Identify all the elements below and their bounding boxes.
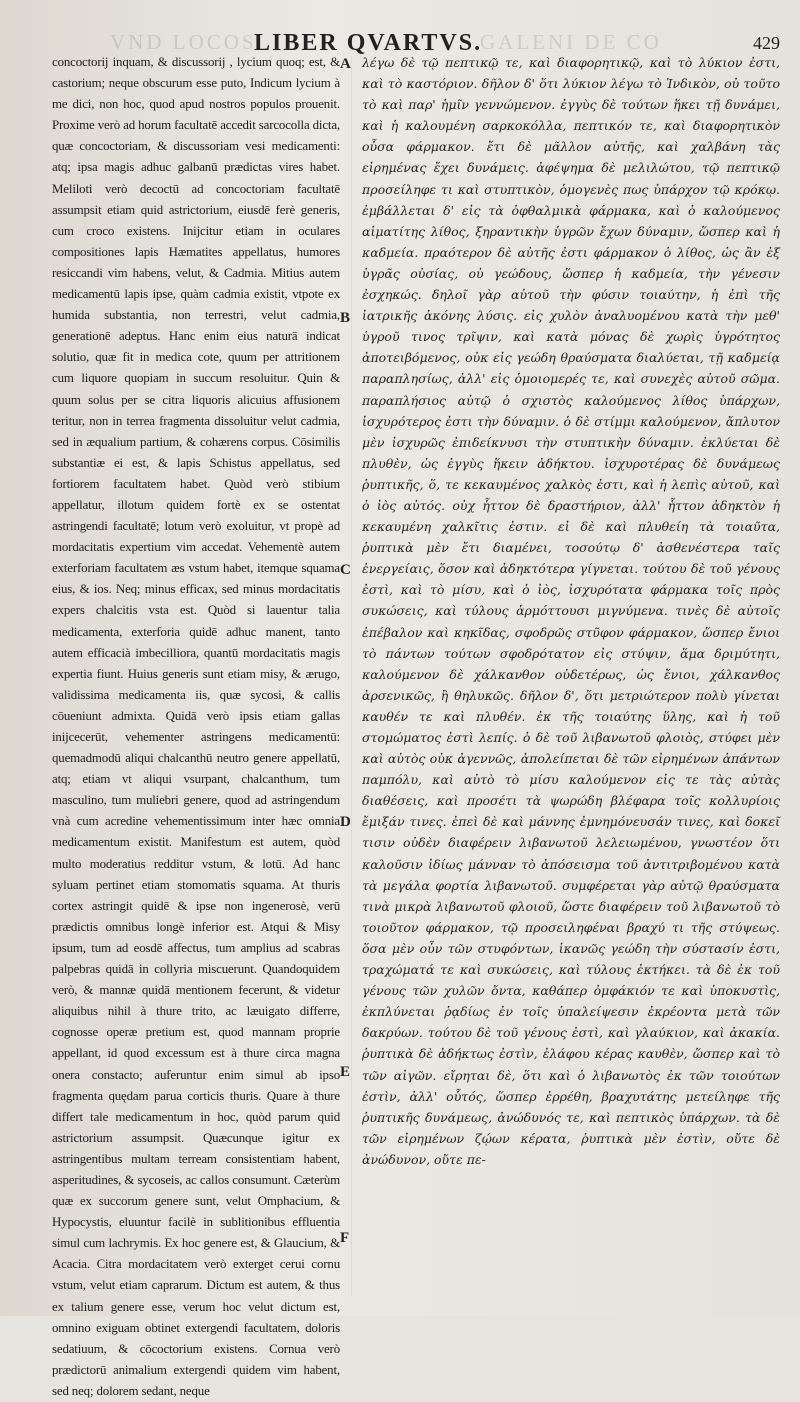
running-title: LIBER QVARTVS. — [254, 30, 483, 56]
margin-letter-c: C — [340, 562, 351, 578]
greek-paragraph: λέγω δὲ τῷ πεπτικῷ τε, καὶ διαφορητικῷ, καὶ τὸ λύκιον ἐστι, καὶ τὸ καστόριον. δῆλον δ' ὅτι λύκιον λέγω τὸ Ἰνδικὸν, οὐ τοῦτο τὸ καὶ παρ' ἡμῖν γεννώμενον. ἐγγὺς δὲ τούτων ἥκει τῇ δυνάμει, καὶ ἡ καλουμένη σαρκοκόλλα, πεπτικόν τε, καὶ διαφορητικὸν οὖσα φάρμακον. ἔτι δὲ μᾶλλον αὐτῆς, καὶ χαλβάνη τὰς εἰρημένας ἔχει δυνάμεις. ἀφέψημα δὲ μελιλώτου, τῷ πεπτικῷ προσείληφε τι καὶ στυπτικὸν, ὁμογενὲς πως ὑπάρχον τῷ κρόκῳ. ἐμβάλλεται δ' εἰς τὰ ὀφθαλμικὰ φάρμακα, καὶ ὁ καλούμενος αἱματίτης λίθος, ξηραντικὴν ὑγρῶν ἔχων δύναμιν, ὥσπερ καὶ ἡ καδμεία. πραότερον δὲ αὐτῆς ἐστι φάρμακον ὁ λίθος, ὡς ἂν ἐξ ὑγρᾶς οὐσίας, οὐ γεώδους, ὥσπερ ἡ καδμεία, τὴν γένεσιν ἐσχηκώς. δηλοῖ γὰρ αὐτοῦ τὴν φύσιν τοιαύτην, ἡ ἐπὶ τῆς ἰατρικῆς ἀκόνης λύσις. εἰς χυλὸν ἀναλυομένου κατὰ τὴν μεθ' ὑγροῦ τινος τρῖψιν, καὶ κατὰ μόνας δὲ χωρὶς ὑγρότητος ἀποτειβόμενος, οὐκ εἰς γεώδη θραύσματα διαλύεται, τῇ καδμείᾳ παραπλησίως, ἀλλ' εἰς ὁμοιομερές τε, καὶ συνεχὲς αὐτοῦ σῶμα. παραπλήσιος αὐτῷ ὁ σχιστὸς καλούμενος λίθος ὑπάρχων, ἰσχυρότερος ἐστι τὴν δύναμιν. ὁ δὲ στίμμι καλούμενον, ἄπλυτον μὲν ἰσχυρῶς ἐπιδείκνυσι τὴν στυπτικὴν δύναμιν. ἐκλύεται δὲ πλυθὲν, ὡς ἐγγὺς ἥκειν ἀδήκτου. ἰσχυροτέρας δὲ δυνάμεως ῥυπτικῆς, ὅ, τε κεκαυμένος χαλκὸς ἐστι, καὶ ἡ λεπὶς αὐτοῦ, καὶ ὁ ἰὸς αὐτός. οὐχ ἧττον δὲ δραστήριον, ἀλλ' ἧττον ἀδηκτὸν ἡ κεκαυμένη χαλκῖτις ἐστιν. εἰ δὲ καὶ πλυθείη τὰ τοιαῦτα, ῥυπτικὰ μὲν ἔτι διαμένει, τοσούτῳ δ' ἀσθενέστερα ταῖς ἐνεργείαις, ὅσον καὶ ἀδηκτότερα γίγνεται. τούτου δὲ τοῦ γένους ἐστὶ, καὶ τὸ μίσυ, καὶ ὁ ἰὸς, ἰσχυρότατα φάρμακα τοῖς πρὸς συκώσεις, καὶ τύλους ἁρμόττουσι μιγνύμενα. τινὲς δὲ αὐτοῖς ἐπέβαλον καὶ κηκῖδας, σφοδρῶς στῦφον φάρμακον, ὥσπερ ἔνιοι τὸ πάντων τούτων σφοδρότατον εἰς στύψιν, ἅμα δριμύτητι, καλούμενον δὲ χάλκανθον οὐδετέρως, ὡς ἔνιοι, χάλκανθος ἀρσενικῶς, ἢ θηλυκῶς. δῆλον δ', ὅτι μετριώτερον πολὺ γίνεται καυθέν τε καὶ πλυθέν. ἐκ τῆς τοιαύτης ὕλης, καὶ ἡ τοῦ στομώματος ἐστὶ λεπίς. ὁ δὲ τοῦ λιβανωτοῦ φλοιὸς, στύφει μὲν καὶ αὐτὸς οὐκ ἀγεννῶς, ἀπολείπεται δὲ τῶν εἰρημένων ἁπάντων παμπόλυ, καὶ αὐτὸ τὸ μίσυ καλούμενον εἰς τε τὰς αὐτὰς διαθέσεις, καὶ προσέτι τὰ ψωρώδη βλέφαρα τοῖς κολλυρίοις ἔμιξάν τινες. ἐπεὶ δὲ καὶ μάννης ἐμνημόνευσάν τινες, καὶ δοκεῖ τισιν οὐδὲν διαφέρειν λιβανωτοῦ λελειωμένου, γνωστέον ὅτι καλοῦσιν ἰδίως μάνναν τὸ ἀπόσεισμα τοῦ ἀντιτριβομένου κατὰ τὰ μεγάλα φορτία λιβανωτοῦ. συμφέρεται γὰρ αὐτῷ θραύσματα τινὰ μικρὰ λιβανωτοῦ φλοιοῦ, ὥστε διαφέρειν τοῦ λιβανωτοῦ τὸ τοιοῦτον φάρμακον, τῷ προσειληφέναι βραχύ τι τῆς στύψεως. ὅσα μὲν οὖν τῶν στυφόντων, ἱκανῶς γεώδη τὴν σύστασίν ἐστι, τραχώματά τε καὶ συκώσεις, καὶ τύλους ἐκτήκει. τὰ δὲ ἐκ τοῦ γένους τῶν χυλῶν ὄντα, καθάπερ ὀμφάκιόν τε καὶ ὑποκυστὶς, ἐκπλύνεται ῥᾳδίως ἐν τοῖς ὑπαλείψεσιν ἐκρέοντα μετὰ τῶν δακρύων. τούτου δὲ τοῦ γένους ἐστὶ, καὶ γλαύκιον, καὶ ἀκακία. ῥυπτικὰ δὲ ἀδήκτως ἐστὶν, ἐλάφου κέρας καυθὲν, ὥσπερ καὶ τὸ τῶν αἰγῶν. εἴρηται δὲ, ὅτι καὶ ὁ λιβανωτὸς ἐκ τῶν τοιούτων ἐστὶν, ἀλλ' οὗτός, ὥσπερ ἐρρέθη, βραχυτάτης μετείληφε τῆς ῥυπτικῆς δυνάμεως, ἀνώδυνός τε, καὶ πεπτικὸς ὑπάρχων. τὰ δὲ τῶν εἰρημένων ζῴων κέρατα, ῥυπτικὰ μὲν ἐστὶν, οὔτε δὲ ἀνώδυνον, οὔτε πε- — [362, 55, 780, 1167]
latin-column — [52, 52, 340, 1402]
margin-letter-f: F — [340, 1230, 350, 1246]
page-number: 429 — [753, 33, 780, 53]
column-gutter — [351, 56, 352, 1296]
latin-paragraph: concoctorij inquam, & discussorij , lycium quoq; est, & castorium; neque obscurum esse puto, Indicum lycium à me dici, non hoc, quod apud nostros populos prouenit. Proxime verò ad horum facultatē accedit sarcocolla dicta, quæ concoctoriam, & discussoriam vesi medicamenti: atq; ipsa magis adhuc galbanū prædictas vires habet. Meliloti verò decoctū ad concoctoriam facultatē assumpsit etiam quid astrictorium, eiusdē ferè generis, cum croco existens. Inijcitur etiam in oculares compositiones lapis Hæmatites appellatus, humores resiccandi vim habens, velut, & Cadmia. Mitius autem medicamentū lapis ipse, quàm cadmia existit, vtpote ex humida substantia, non terrestri, velut cadmia, generationē adeptus. Hanc enim eius naturā indicat solutio, quæ fit in medica cote, quum per attritionem cum liquore quopiam in succum resoluitur. Quin & quum solus per se citra liquoris alicuius affusionem teritur, non in terrea fragmenta dissoluitur velut cadmia, sed in æqualium partium, & cohærens corpus. Cōsimilis substantiæ ei est, & lapis Schistus appellatus, sed fortiorem facultatem habet. Quòd verò stibium appellatur, illotum quidem fortè ex se ostentat astringendi facultatē; lotum verò exoluitur, vt propè ad mordacitatis expertium vim accedat. Vehementè autem exterforiam facultatem æs vstum habet, itemque squama eius, & ios. Neq; minus efficax, sed minus mordacitatis expers chalcitis vsta est. Quòd si lauentur talia medicamenta, exterforia quidē adhuc manent, tanto autem efficacià imbecilliora, quantū mordacitatis magis expertia fiunt. Huius generis sunt etiam misy, & ærugo, validissima medicamenta iis, quæ sycosi, & callis cōueniunt admixta. Quidā verò ipsis etiam gallas inijcecerūt, vehementer astringens medicamentū: quemadmodū aliqui chalcanthū neutro genere appellatū, atq; etiam vt aliqui vsurpant, chalcanthum, tum masculino, tum muliebri genere, quod ad astringendum vnà cum acredine vehementissimum inter hæc omnia medicamentum existit. Manifestum est autem, quòd multo moderatius redditur vstum, & lotū. Ad hanc syluam pertinet etiam stomomatis squama. At thuris cortex astringit quidē & ipse non ingenerosè, verū prædictis omnibus longè inferior est. Atqui & Misy ipsum, tum ad eosdē affectus, tum amplius ad scabras palpebras quidā in collyria miscuerunt. Quandoquidem verò, & mannæ quidā mentionem fecerunt, & videtur aliquibus nihil à thure trito, ac læuigato differre, cognosse operæ pretium est, quod mannam proprie appellant, id quod excessum est à thure circa magna onera constacto; auferuntur enim simul ab ipso fragmenta quędam parua corticis thuris. Quare à thure differt tale medicamentum in hoc, quòd parum quid astrictorium assumpsit. Quæcunque igitur ex astringentibus multam terream consistentiam habent, asperitudines, & sycoseis, ac callos consumunt. Cæterùm quæ ex succorum genere sunt, velut Omphacium, & Hypocystis, eluuntur facilè in sublitionibus effluentia simul cum lachrymis. Ex hoc genere est, & Glaucium, & Acacia. Citra mordacitatem verò exterget cerui cornu vstum, velut etiam caprarum. Dictum est autem, & thus ex talium genere esse, verum hoc velut dictum est, omnino exiguam obtinet extergendi facultatem, doloris sedatiuum, & cōcoctorium existens. Cornua verò prædictorū animalium extergendi quidem vim habent, sed neq; dolorem sedant, neque — [52, 55, 340, 1398]
show-through-text-left: VND LOCOS — [110, 30, 257, 54]
margin-letter-b: B — [340, 310, 351, 326]
margin-letter-d: D — [340, 814, 351, 830]
show-through-text-right: GALENI DE CO — [480, 30, 662, 54]
margin-letter-e: E — [340, 1064, 351, 1080]
margin-letter-a: A — [340, 56, 351, 72]
greek-column — [362, 52, 780, 1170]
